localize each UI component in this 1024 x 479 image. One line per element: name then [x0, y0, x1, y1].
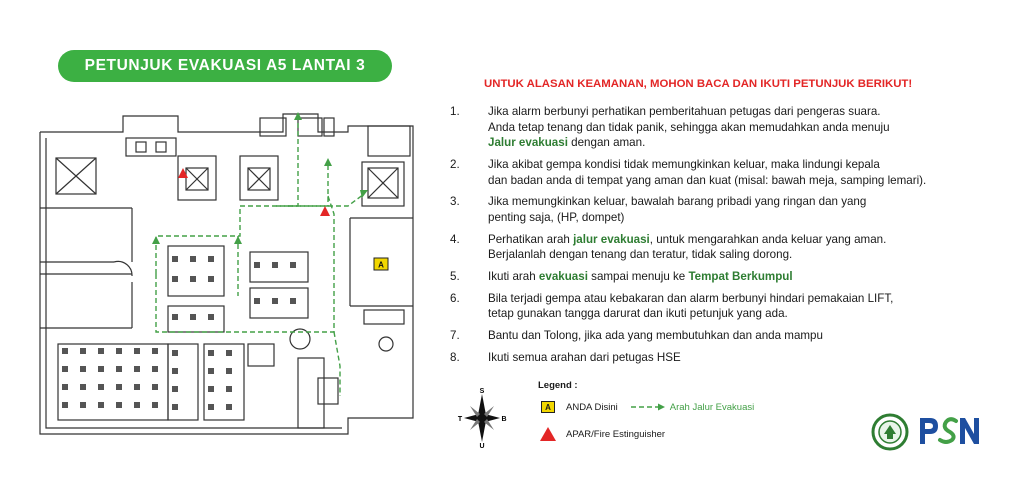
instruction-line	[488, 120, 1020, 136]
instruction-segment: Jika memungkinkan keluar, bawalah barang pribadi yang ringan dan yang	[488, 195, 867, 209]
instruction-item	[450, 328, 1020, 344]
you-are-here-letter: A	[378, 260, 384, 270]
instruction-item	[450, 269, 1020, 285]
instruction-text	[488, 104, 1020, 151]
instruction-line	[488, 173, 1020, 189]
instruction-line	[488, 247, 1020, 263]
company-seal-logo	[870, 412, 910, 452]
instruction-item	[450, 194, 1020, 225]
page-title: PETUNJUK EVAKUASI A5 LANTAI 3	[58, 50, 392, 82]
instruction-segment: tetap gunakan tangga darurat dan ikuti petunjuk yang ada.	[488, 307, 788, 321]
floor-plan	[28, 96, 434, 438]
instruction-line	[488, 232, 1020, 248]
legend-you-are-here	[541, 401, 754, 413]
instruction-segment: dan badan anda di tempat yang aman dan kuat (misal: bawah meja, samping lemari).	[488, 173, 927, 187]
instruction-text	[488, 232, 1020, 263]
compass-south: U	[479, 443, 485, 450]
legend-extinguisher-label: APAR/Fire Estinguisher	[566, 428, 666, 440]
instruction-segment: Perhatikan arah	[488, 232, 574, 246]
instruction-segment: sampai menuju ke	[587, 270, 689, 284]
instruction-line	[488, 306, 1020, 322]
instruction-text	[488, 350, 1020, 366]
route-arrow-icon	[630, 402, 666, 412]
instruction-item	[450, 157, 1020, 188]
fire-extinguisher-icon	[320, 206, 330, 216]
compass-east: B	[501, 416, 507, 423]
instruction-segment: Anda tetap tenang dan tidak panik, sehingga akan memudahkan anda menuju	[488, 120, 890, 134]
instruction-item	[450, 291, 1020, 322]
legend-route-label: Arah Jalur Evakuasi	[669, 401, 755, 413]
instruction-number: 4.	[450, 232, 460, 246]
legend-title: Legend :	[538, 380, 578, 391]
psn-logo	[916, 412, 982, 448]
instruction-line	[488, 269, 1020, 285]
instruction-item	[450, 104, 1020, 151]
instruction-number: 7.	[450, 329, 460, 343]
instruction-segment: Berjalanlah dengan tenang dan teratur, tidak saling dorong.	[488, 248, 793, 262]
instruction-line	[488, 157, 1020, 173]
instruction-segment: Ikuti arah	[488, 270, 539, 284]
highlighted-term: Tempat Berkumpul	[688, 270, 793, 284]
instruction-segment: Bila terjadi gempa atau kebakaran dan alarm berbunyi hindari pemakaian LIFT,	[488, 291, 894, 305]
instruction-segment: dengan aman.	[567, 136, 646, 150]
fire-extinguisher-icon	[540, 427, 556, 441]
instruction-list	[450, 104, 1020, 372]
instruction-item	[450, 232, 1020, 263]
instruction-number: 8.	[450, 351, 460, 365]
instruction-text	[488, 291, 1020, 322]
instruction-number: 6.	[450, 291, 460, 305]
instruction-segment: penting saja, (HP, dompet)	[488, 210, 625, 224]
instruction-number: 2.	[450, 157, 460, 171]
instruction-text	[488, 194, 1020, 225]
compass-west: T	[457, 416, 463, 423]
instruction-number: 5.	[450, 270, 460, 284]
instruction-line	[488, 291, 1020, 307]
instruction-number: 3.	[450, 195, 460, 209]
safety-warning: UNTUK ALASAN KEAMANAN, MOHON BACA DAN IKUTI PETUNJUK BERIKUT!	[484, 78, 913, 90]
instruction-segment: , untuk mengarahkan anda keluar yang aman.	[649, 232, 887, 246]
instruction-number: 1.	[450, 105, 460, 118]
compass-north: S	[479, 388, 485, 395]
instruction-segment: Bantu dan Tolong, jika ada yang membutuhkan dan anda mampu	[488, 329, 823, 343]
instruction-line	[488, 350, 1020, 366]
instruction-segment: Ikuti semua arahan dari petugas HSE	[488, 351, 681, 365]
instruction-text	[488, 157, 1020, 188]
highlighted-term: evakuasi	[538, 270, 588, 284]
instruction-line	[488, 328, 1020, 344]
instruction-line	[488, 135, 1020, 151]
highlighted-term: Jalur evakuasi	[488, 136, 568, 150]
instruction-text	[488, 269, 1020, 285]
instruction-segment: Jika akibat gempa kondisi tidak memungkinkan keluar, maka lindungi kepala	[488, 157, 880, 171]
legend-you-are-here-label: ANDA Disini	[566, 401, 618, 413]
instruction-line	[488, 104, 1020, 120]
you-are-here-icon: A	[541, 401, 555, 413]
instruction-item	[450, 350, 1020, 366]
instruction-line	[488, 194, 1020, 210]
seal-caption	[862, 452, 918, 457]
highlighted-term: jalur evakuasi	[573, 232, 650, 246]
instruction-text	[488, 328, 1020, 344]
instruction-line	[488, 210, 1020, 226]
compass-icon	[458, 386, 506, 448]
instruction-segment: Jika alarm berbunyi perhatikan pemberitahuan petugas dari pengeras suara.	[488, 105, 881, 118]
legend-extinguisher	[540, 427, 665, 441]
